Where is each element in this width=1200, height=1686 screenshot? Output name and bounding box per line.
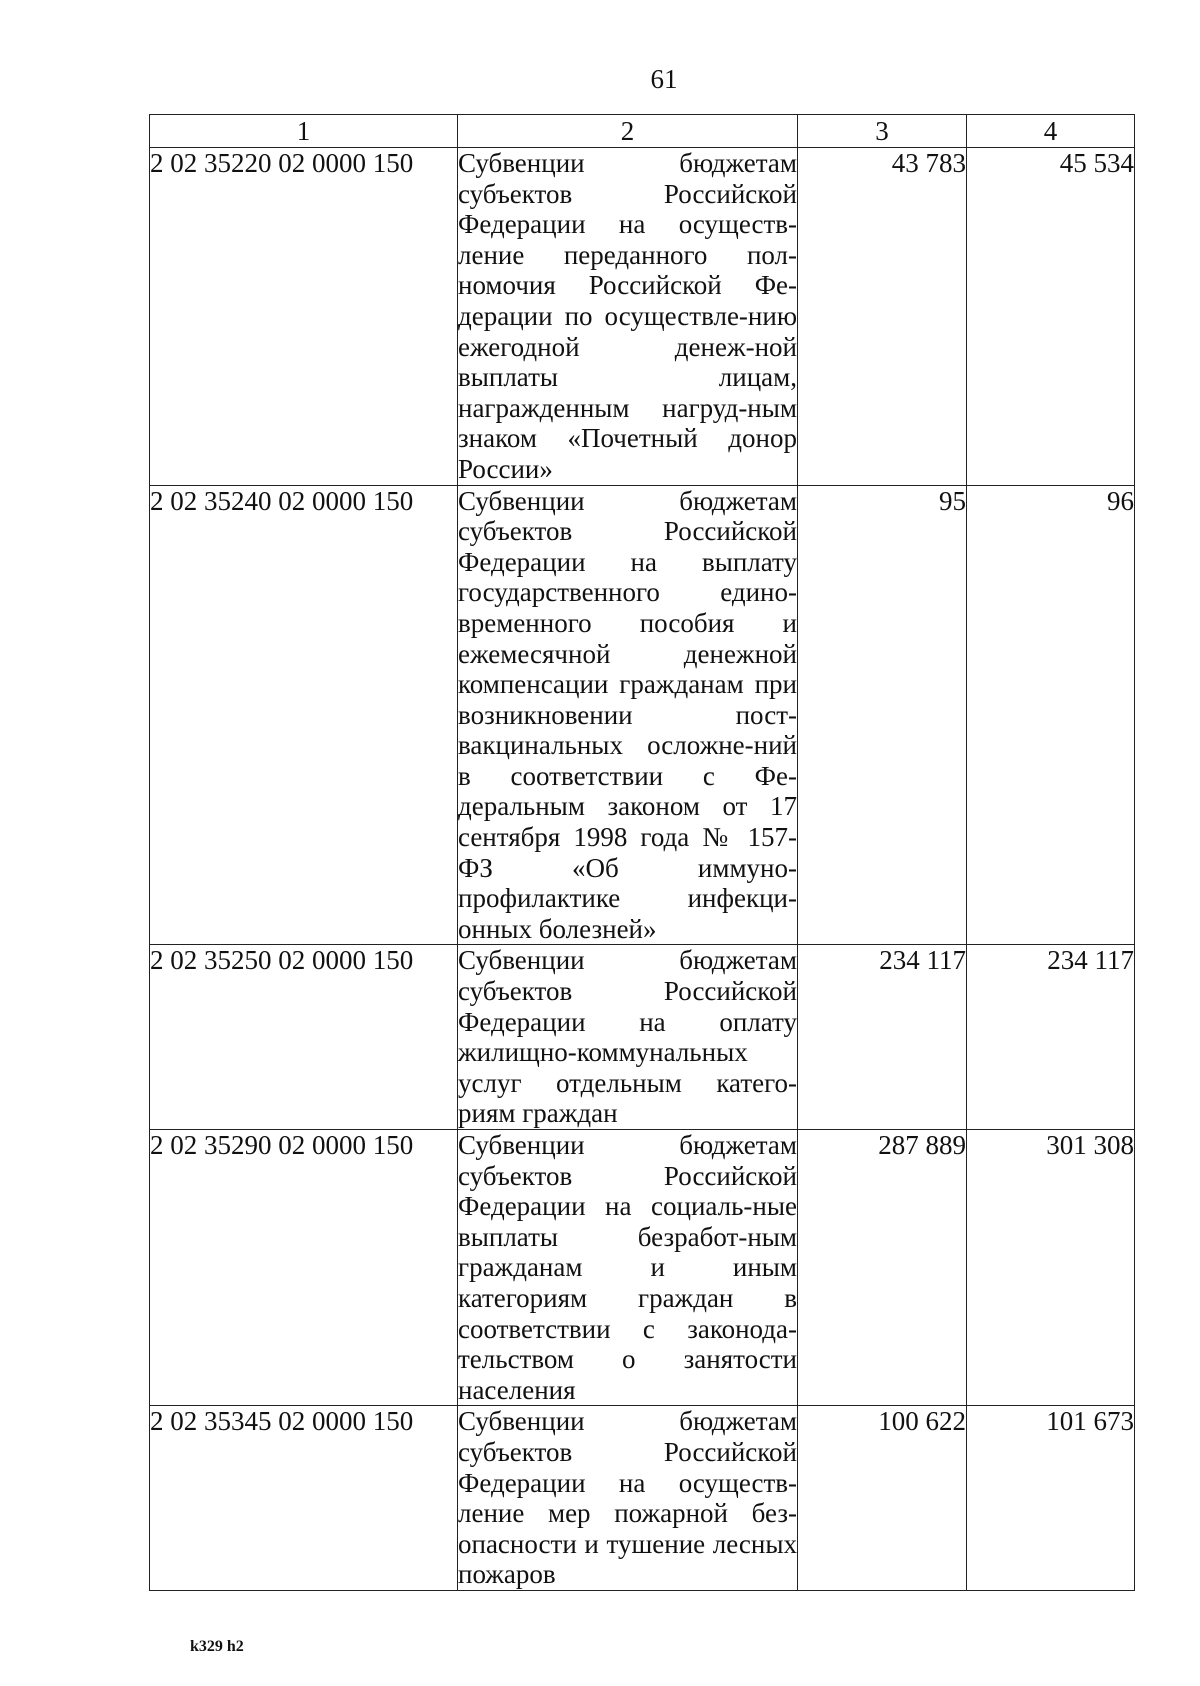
row-code: 2 02 35345 02 0000 150 <box>150 1406 458 1591</box>
footer-document-code: k329 h2 <box>190 1638 244 1655</box>
row-value-col3: 234 117 <box>798 945 967 1130</box>
row-code: 2 02 35290 02 0000 150 <box>150 1130 458 1406</box>
row-description: Субвенции бюджетам субъектов Российской Федерации на осуществ-ление мер пожарной без-опасности и тушение лесных пожаров <box>458 1406 797 1590</box>
row-value-col3: 100 622 <box>798 1406 967 1591</box>
table-row <box>150 1406 1135 1591</box>
budget-table <box>149 114 1135 1591</box>
header-col-1: 1 <box>150 115 458 148</box>
table-header-row <box>150 115 1135 148</box>
header-col-3: 3 <box>798 115 967 148</box>
row-value-col4: 101 673 <box>967 1406 1135 1591</box>
row-value-col3: 95 <box>798 485 967 945</box>
row-value-col4: 96 <box>967 485 1135 945</box>
row-code: 2 02 35250 02 0000 150 <box>150 945 458 1130</box>
row-value-col4: 234 117 <box>967 945 1135 1130</box>
row-code: 2 02 35220 02 0000 150 <box>150 148 458 486</box>
row-value-col4: 301 308 <box>967 1130 1135 1406</box>
header-col-4: 4 <box>967 115 1135 148</box>
header-col-2: 2 <box>458 115 798 148</box>
page-number: 61 <box>650 64 678 94</box>
row-description: Субвенции бюджетам субъектов Российской Федерации на осуществ-ление переданного пол-номочия Российской Фе-дерации по осуществле-нию ежегодной денеж-ной выплаты лицам, награжденным нагруд-ным знаком «Почетный донор России» <box>458 148 797 484</box>
row-code: 2 02 35240 02 0000 150 <box>150 485 458 945</box>
row-description: Субвенции бюджетам субъектов Российской Федерации на социаль-ные выплаты безработ-ным гражданам и иным категориям граждан в соответствии с законода-тельством о занятости населения <box>458 1130 797 1405</box>
table-row <box>150 945 1135 1130</box>
row-value-col3: 287 889 <box>798 1130 967 1406</box>
table-row <box>150 148 1135 486</box>
row-value-col3: 43 783 <box>798 148 967 486</box>
table-row <box>150 485 1135 945</box>
row-value-col4: 45 534 <box>967 148 1135 486</box>
row-description: Субвенции бюджетам субъектов Российской Федерации на выплату государственного едино-временного пособия и ежемесячной денежной компенсации гражданам при возникновении пост-вакцинальных осложне-ний в соответствии с Фе-деральным законом от 17 сентября 1998 года № 157-ФЗ «Об иммуно-профилактике инфекци-онных болезней» <box>458 485 797 944</box>
table-row <box>150 1130 1135 1406</box>
row-description: Субвенции бюджетам субъектов Российской Федерации на оплату жилищно-коммунальных услуг отдельным катего-риям граждан <box>458 945 797 1129</box>
